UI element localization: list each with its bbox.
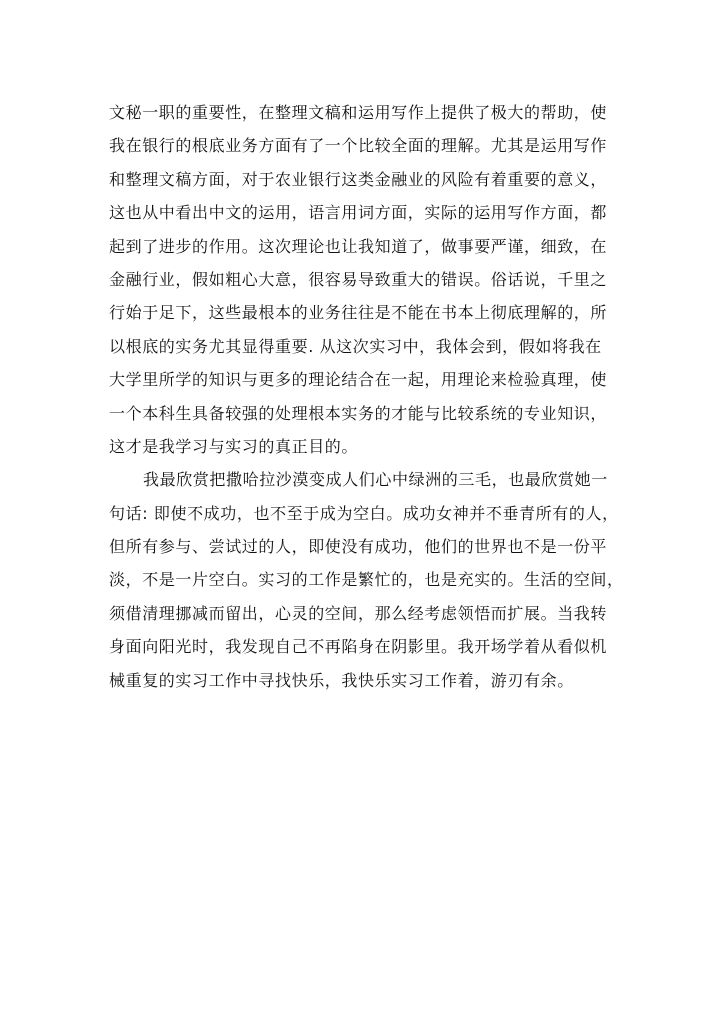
paragraph-line: 金融行业，假如粗心大意，很容易导致重大的错误。俗话说，千里之 bbox=[109, 269, 608, 289]
paragraph-2 bbox=[109, 463, 624, 697]
paragraph-line: 句话: 即使不成功，也不至于成为空白。成功女神并不垂青所有的人， bbox=[109, 503, 619, 523]
paragraph-line: 这才是我学习与实习的真正目的。 bbox=[109, 436, 359, 456]
paragraph-line: 行始于足下，这些最根本的业务往往是不能在书本上彻底理解的，所 bbox=[109, 303, 608, 323]
paragraph-line: 我在银行的根底业务方面有了一个比较全面的理解。尤其是运用写作 bbox=[109, 136, 608, 156]
paragraph-line: 以根底的实务尤其显得重要. 从这次实习中，我体会到，假如将我在 bbox=[109, 336, 602, 356]
paragraph-line: 这也从中看出中文的运用，语言用词方面，实际的运用写作方面，都 bbox=[109, 203, 608, 223]
document-body bbox=[109, 96, 624, 697]
paragraph-line: 起到了进步的作用。这次理论也让我知道了，做事要严谨，细致，在 bbox=[109, 236, 608, 256]
paragraph-line: 和整理文稿方面，对于农业银行这类金融业的风险有着重要的意义， bbox=[109, 169, 608, 189]
paragraph-line: 身面向阳光时，我发现自己不再陷身在阴影里。我开场学着从看似机 bbox=[109, 637, 608, 657]
paragraph-line: 文秘一职的重要性，在整理文稿和运用写作上提供了极大的帮助，使 bbox=[109, 103, 608, 122]
paragraph-line: 淡，不是一片空白。实习的工作是繁忙的，也是充实的。生活的空间， bbox=[109, 570, 624, 590]
paragraph-line: 但所有参与、尝试过的人，即使没有成功，他们的世界也不是一份平 bbox=[109, 537, 608, 557]
paragraph-line: 我最欣赏把撒哈拉沙漠变成人们心中绿洲的三毛，也最欣赏她一 bbox=[143, 470, 608, 490]
paragraph-line: 大学里所学的知识与更多的理论结合在一起，用理论来检验真理，使 bbox=[109, 370, 608, 390]
paragraph-line: 须借清理挪减而留出，心灵的空间，那么经考虑领悟而扩展。当我转 bbox=[109, 603, 608, 623]
paragraph-line: 一个本科生具备较强的处理根本实务的才能与比较系统的专业知识， bbox=[109, 403, 608, 423]
paragraph-line: 械重复的实习工作中寻找快乐，我快乐实习工作着，游刃有余。 bbox=[109, 670, 574, 690]
paragraph-1 bbox=[109, 96, 611, 463]
